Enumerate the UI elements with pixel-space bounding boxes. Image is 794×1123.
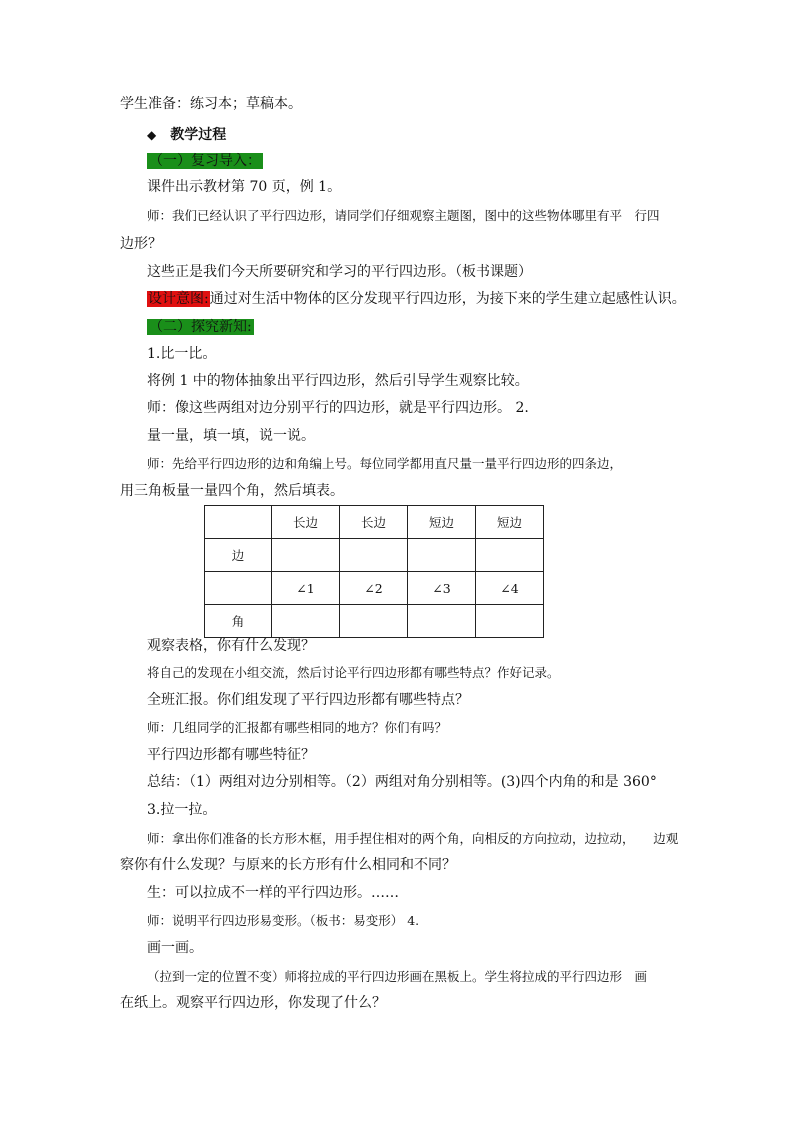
section-explore bbox=[147, 318, 254, 336]
text-line: 在纸上。观察平行四边形，你发现了什么？ bbox=[120, 995, 386, 1011]
text-line: 观察表格，你有什么发现？ bbox=[147, 638, 315, 654]
text-line: 课件出示教材第 70 页，例 1。 bbox=[147, 179, 342, 195]
table-header-cell: 长边 bbox=[340, 506, 408, 539]
text-line: 生：可以拉成不一样的平行四边形。…… bbox=[147, 885, 399, 901]
text-line: 将自己的发现在小组交流，然后讨论平行四边形都有哪些特点？作好记录。 bbox=[147, 665, 560, 680]
text-line: （拉到一定的位置不变）师将拉成的平行四边形画在黑板上。学生将拉成的平行四边形 画 bbox=[147, 969, 648, 984]
table-cell bbox=[476, 605, 544, 638]
text-line: 总结：（1）两组对边分别相等。（2）两组对角分别相等。(3)四个内角的和是 360° bbox=[147, 774, 657, 790]
text-line: 师：我们已经认识了平行四边形，请同学们仔细观察主题图，图中的这些物体哪里有平 行四 bbox=[147, 208, 660, 223]
table-row bbox=[205, 506, 544, 539]
table-cell bbox=[272, 605, 340, 638]
student-prep: 学生准备：练习本；草稿本。 bbox=[120, 96, 302, 112]
text-line: 师：拿出你们准备的长方形木框，用手捏住相对的两个角，向相反的方向拉动，边拉动， 边观 bbox=[147, 831, 679, 846]
process-heading-text: 教学过程 bbox=[170, 127, 227, 143]
table-cell: ∠4 bbox=[476, 572, 544, 605]
text-line: 边形？ bbox=[120, 236, 162, 252]
table-cell: ∠3 bbox=[408, 572, 476, 605]
table-cell bbox=[340, 605, 408, 638]
table-cell bbox=[408, 539, 476, 572]
table-row bbox=[205, 539, 544, 572]
table-row bbox=[205, 605, 544, 638]
table-header-cell: 短边 bbox=[408, 506, 476, 539]
diamond-bullet-icon: ◆ bbox=[147, 128, 157, 142]
table-cell bbox=[476, 539, 544, 572]
measurement-table bbox=[204, 505, 544, 638]
text-line: 全班汇报。你们组发现了平行四边形都有哪些特点？ bbox=[147, 692, 469, 708]
table-row bbox=[205, 572, 544, 605]
text-line: 师：几组同学的汇报都有哪些相同的地方？你们有吗？ bbox=[147, 720, 448, 735]
text-line: 师：说明平行四边形易变形。（板书：易变形） 4. bbox=[147, 913, 420, 928]
text-line: 1.比一比。 bbox=[147, 346, 217, 362]
table-header-cell: 长边 bbox=[272, 506, 340, 539]
table-cell bbox=[340, 539, 408, 572]
text-line: 量一量，填一填，说一说。 bbox=[147, 428, 315, 444]
table-cell bbox=[205, 572, 272, 605]
table-cell bbox=[408, 605, 476, 638]
table-row-label: 角 bbox=[205, 605, 272, 638]
text-line: 3.拉一拉。 bbox=[147, 802, 217, 818]
section-review-intro-label: （一）复习导入： bbox=[149, 153, 261, 169]
table-cell bbox=[205, 506, 272, 539]
table-cell bbox=[272, 539, 340, 572]
table-row-label: 边 bbox=[205, 539, 272, 572]
section-explore-label: （二）探究新知: bbox=[149, 319, 252, 335]
table-header-cell: 短边 bbox=[476, 506, 544, 539]
design-intent-text: 通过对生活中物体的区分发现平行四边形，为接下来的学生建立起感性认识。 bbox=[209, 291, 686, 307]
process-heading bbox=[147, 126, 226, 144]
text-line: 师：先给平行四边形的边和角编上号。每位同学都用直尺量一量平行四边形的四条边， bbox=[147, 456, 623, 471]
table-cell: ∠2 bbox=[340, 572, 408, 605]
text-line: 师：像这些两组对边分别平行的四边形，就是平行四边形。 2. bbox=[147, 400, 529, 416]
design-intent bbox=[147, 290, 686, 308]
table-cell: ∠1 bbox=[272, 572, 340, 605]
text-line: 这些正是我们今天所要研究和学习的平行四边形。（板书课题） bbox=[147, 264, 532, 280]
text-line: 察你有什么发现？与原来的长方形有什么相同和不同？ bbox=[120, 857, 456, 873]
text-line: 用三角板量一量四个角，然后填表。 bbox=[120, 483, 344, 499]
text-line: 平行四边形都有哪些特征？ bbox=[147, 747, 315, 763]
design-intent-label: 设计意图: bbox=[148, 291, 209, 307]
section-review-intro bbox=[147, 152, 263, 170]
text-line: 画一画。 bbox=[147, 940, 203, 956]
text-line: 将例 1 中的物体抽象出平行四边形，然后引导学生观察比较。 bbox=[147, 373, 529, 389]
